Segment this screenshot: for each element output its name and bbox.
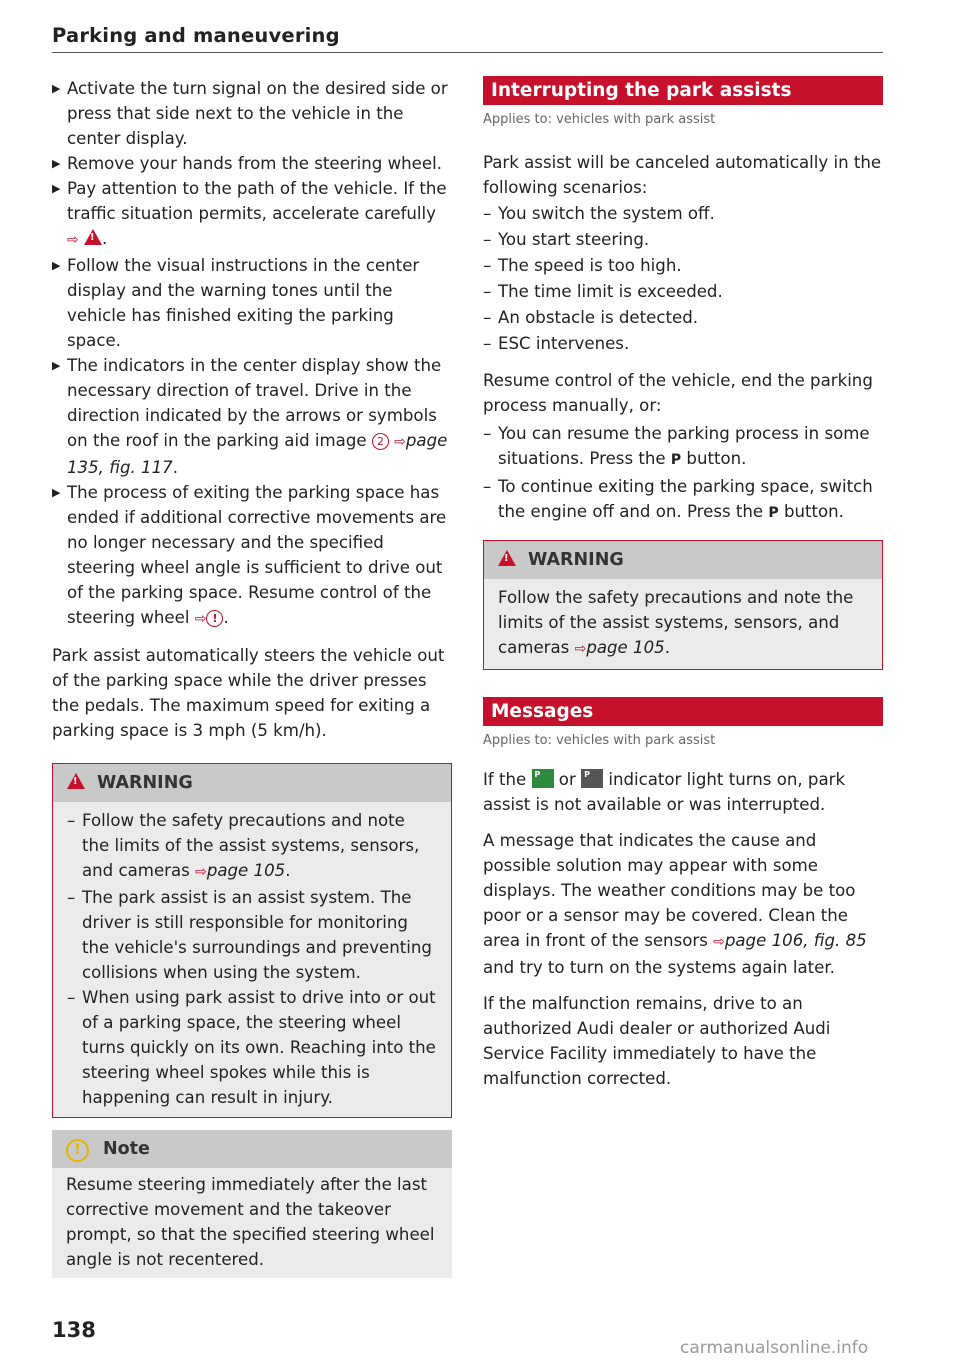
list-item: – You can resume the parking process in some situations. Press the P button. — [483, 424, 870, 468]
list-item: – Follow the safety precautions and note the limits of the assist systems, sensors, and cameras ⇨page 105. — [67, 811, 420, 880]
bullet-icon: ▶ — [52, 82, 61, 95]
reference-arrow-icon: ⇨ — [194, 611, 207, 627]
page-reference-link[interactable]: page 105 — [206, 861, 286, 880]
body-paragraph: Park assist will be canceled automatically in the following scenarios: — [483, 153, 882, 197]
page-reference-link[interactable]: page 105 — [586, 638, 665, 657]
warning-body — [53, 802, 451, 1117]
list-item: – ESC intervenes. — [483, 334, 630, 353]
list-item: – To continue exiting the parking space, switch the engine off and on. Press the P button. — [483, 477, 873, 521]
watermark: carmanualsonline.info — [680, 1338, 869, 1358]
list-item: – You start steering. — [483, 230, 650, 249]
body-paragraph: If the malfunction remains, drive to an authorized Audi dealer or authorized Audi Service Facility immediately to have the malfunction corrected. — [483, 994, 831, 1088]
body-paragraph: A message that indicates the cause and possible solution may appear with some displays. The weather conditions may be too poor or a sensor may be covered. Clean the area in front of the sensors ⇨page 106, fig. 85 and try to turn on the systems again later. — [483, 831, 867, 977]
warning-body: Follow the safety precautions and note the limits of the assist systems, sensors, and cameras ⇨page 105. — [484, 579, 882, 669]
list-item: – The park assist is an assist system. The driver is still responsible for monitoring the vehicle's surroundings and preventing collisions when using the system. — [67, 888, 432, 982]
list-item: ▶ The process of exiting the parking space has ended if additional corrective movements are no longer necessary and the specified steering wheel angle is sufficient to drive out of the parking space. Resume control of the steering wheel ⇨ ! . — [52, 480, 452, 632]
reference-arrow-icon: ⇨ — [195, 864, 207, 880]
park-assist-indicator-icon — [532, 769, 554, 788]
page-number: 138 — [52, 1318, 96, 1342]
callout-number: 2 — [372, 433, 389, 450]
bullet-icon: ▶ — [52, 359, 61, 372]
warning-triangle-icon — [84, 229, 102, 245]
reference-arrow-icon: ⇨ — [713, 934, 725, 950]
reference-arrow-icon: ⇨ — [574, 641, 587, 657]
body-paragraph: Park assist automatically steers the vehicle out of the parking space while the driver presses the pedals. The maximum speed for exiting a parking space is 3 mph (5 km/h). — [52, 646, 445, 740]
page-title: Parking and maneuvering — [52, 24, 340, 47]
warning-triangle-icon — [67, 773, 85, 789]
note-body: Resume steering immediately after the last corrective movement and the takeover prompt, so that the specified steering wheel angle is not recentered. — [52, 1168, 452, 1278]
bullet-icon: ▶ — [52, 259, 61, 272]
right-column — [483, 76, 883, 1091]
park-button-icon: P — [768, 505, 779, 521]
list-item: – When using park assist to drive into or out of a parking space, the steering wheel turns quickly on its own. Reaching into the steering wheel spokes while this is happening can result in injury. — [67, 988, 436, 1107]
warning-header: !WARNING — [53, 764, 451, 802]
warning-box — [52, 763, 452, 1118]
bullet-icon: ▶ — [52, 486, 61, 499]
page-header — [52, 24, 883, 47]
warning-box — [483, 540, 883, 670]
list-item: ▶ Pay attention to the path of the vehicle. If the traffic situation permits, accelerate carefully ⇨ ! . — [52, 176, 452, 253]
bullet-icon: ▶ — [52, 157, 61, 170]
warning-header: !WARNING — [484, 541, 882, 579]
note-header: ! Note — [52, 1130, 452, 1168]
list-item: ▶ The indicators in the center display show the necessary direction of travel. Drive in the direction indicated by the arrows or symbols on the roof in the parking aid image 2 ⇨page 135, fig. 117. — [52, 353, 452, 480]
list-item: ▶ Follow the visual instructions in the center display and the warning tones until the vehicle has finished exiting the parking space. — [52, 253, 452, 353]
park-button-icon: P — [670, 452, 682, 468]
section-heading: Interrupting the park assists — [483, 76, 883, 105]
list-item: ▶ Activate the turn signal on the desired side or press that side next to the vehicle in the center display. — [52, 76, 452, 151]
list-item: – You switch the system off. — [483, 204, 715, 223]
reference-arrow-icon: ⇨ — [67, 232, 79, 248]
reference-arrow-icon: ⇨ — [394, 434, 406, 450]
page-reference-link[interactable]: page 135, fig. 117 — [67, 431, 448, 477]
list-item: ▶ Remove your hands from the steering wheel. — [52, 151, 452, 176]
list-item: – An obstacle is detected. — [483, 308, 699, 327]
left-column — [52, 76, 452, 1278]
body-paragraph: Resume control of the vehicle, end the parking process manually, or: — [483, 371, 873, 415]
note-icon: ! — [206, 610, 223, 627]
scenario-list — [483, 201, 883, 357]
warning-triangle-icon — [498, 550, 516, 566]
page-reference-link[interactable]: page 106, fig. 85 — [724, 931, 867, 950]
note-box — [52, 1130, 452, 1278]
park-assist-indicator-icon — [581, 769, 603, 788]
applies-to-label: Applies to: vehicles with park assist — [483, 733, 716, 748]
applies-to-label: Applies to: vehicles with park assist — [483, 112, 716, 127]
body-paragraph: If the P or P indicator light turns on, park assist is not available or was interrupted. — [483, 767, 883, 817]
list-item: – The speed is too high. — [483, 256, 682, 275]
bullet-icon: ▶ — [52, 182, 61, 195]
header-divider — [52, 52, 883, 53]
section-heading: Messages — [483, 697, 883, 726]
note-icon: ! — [66, 1139, 89, 1162]
list-item: – The time limit is exceeded. — [483, 282, 723, 301]
